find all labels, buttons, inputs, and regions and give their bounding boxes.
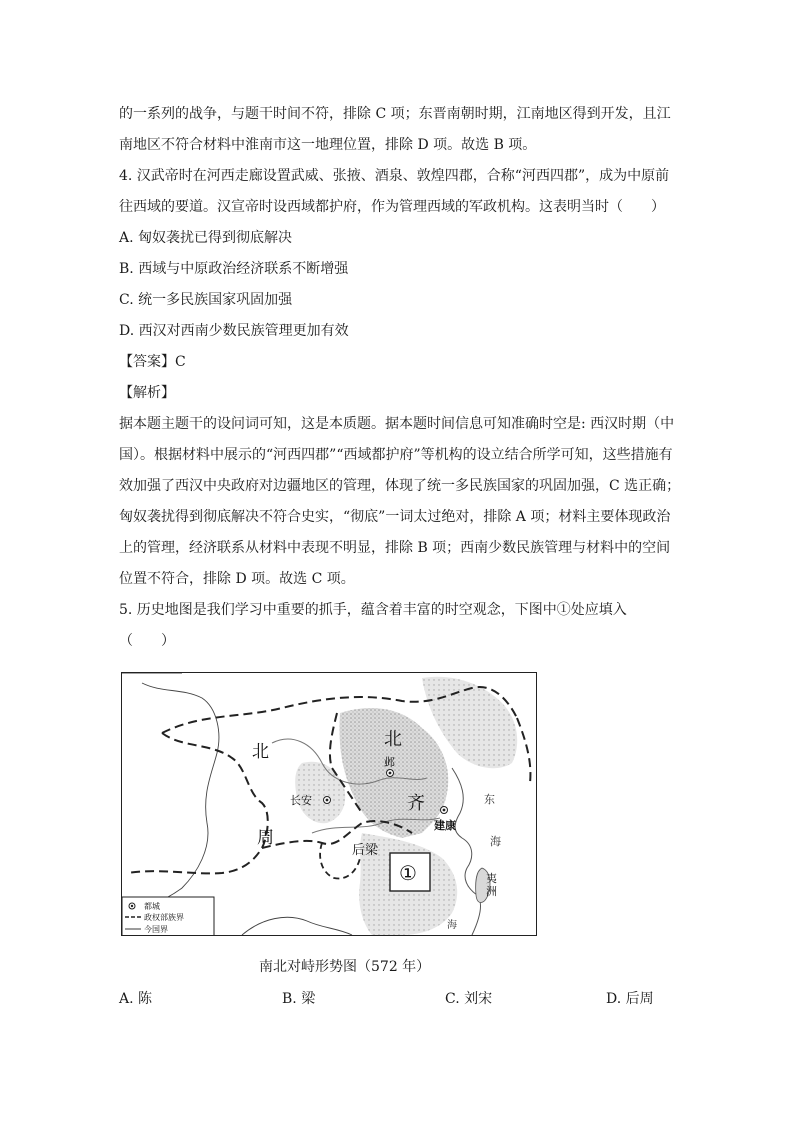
question-5-option-b: B. 梁 [282,991,316,1007]
text-line-2: 南地区不符合材料中淮南市这一地理位置，排除 D 项。故选 B 项。 [119,137,537,153]
legend-regime-border: 政权部族界 [144,913,184,922]
text-line-1: 的一系列的战争，与题干时间不符，排除 C 项；东晋南朝时期，江南地区得到开发，且江 [119,106,671,122]
question-4-option-a: A. 匈奴袭扰已得到彻底解决 [119,230,293,246]
terrain-central [295,762,345,823]
question-4-stem-1: 4. 汉武帝时在河西走廊设置武威、张掖、酒泉、敦煌四郡，合称“河西四郡”，成为中原前 [119,168,670,184]
map-drawing [122,673,537,936]
capital-jiankang [441,807,448,814]
label-ye: 邺 [384,756,395,769]
regime-border-east [517,718,530,783]
label-north-qi-2: 齐 [407,793,425,814]
question-4-stem-2: 往西域的要道。汉宣帝时设西域都护府，作为管理西域的军政机构。这表明当时（ ） [119,199,665,215]
question-5-stem: 5. 历史地图是我们学习中重要的抓手，蕴含着丰富的时空观念，下图中①处应填入 [119,602,627,618]
label-east-sea-1: 东 [484,793,495,806]
capital-changan [324,797,331,804]
label-north-zhou-2: 周 [257,828,274,848]
label-north-zhou-1: 北 [252,742,269,762]
label-north-qi-1: 北 [384,729,402,750]
historical-map [121,672,537,936]
analysis-line-2: 国）。根据材料中展示的“河西四郡”“西域都护府”等机构的设立结合所学可知，这些措施有 [119,447,673,463]
question-5-option-a: A. 陈 [119,991,153,1007]
map-caption: 南北对峙形势图（572 年） [259,959,431,975]
label-taiwan-2: 洲 [486,885,497,898]
question-4-option-b: B. 西域与中原政治经济联系不断增强 [119,261,349,277]
label-east-sea-2: 海 [490,835,501,848]
legend-modern-border: 今国界 [144,925,168,934]
analysis-line-3: 效加强了西汉中央政府对边疆地区的管理，体现了统一多民族国家的巩固加强，C 选正确； [119,478,681,494]
question-4-option-c: C. 统一多民族国家巩固加强 [119,292,293,308]
label-changan: 长安 [290,794,312,807]
question-4-option-d: D. 西汉对西南少数民族管理更加有效 [119,323,349,339]
modern-border [122,673,219,913]
legend-capital: 都城 [144,902,160,911]
analysis-line-4: 匈奴袭扰得到彻底解决不符合史实，“彻底”一词太过绝对，排除 A 项；材料主要体现政治 [119,509,671,525]
label-jiankang: 建康 [434,819,456,832]
question-5-option-c: C. 刘宋 [445,991,493,1007]
label-houliang: 后梁 [352,843,379,858]
answer-label: 【答案】C [119,354,186,370]
coastline [452,768,481,935]
capital-ye [387,770,394,777]
analysis-line-1: 据本题主题干的设问词可知，这是本质题。据本题时间信息可知准确时空是: 西汉时期（中 [119,416,675,432]
label-south-sea: 海 [447,920,457,931]
modern-border-south [242,917,352,935]
map-legend [122,897,214,936]
analysis-label: 【解析】 [119,385,175,401]
question-5-bracket: （ ） [119,633,175,649]
label-marker: ① [399,861,417,885]
question-5-option-d: D. 后周 [606,991,654,1007]
analysis-line-5: 上的管理，经济联系从材料中表现不明显，排除 B 项；西南少数民族管理与材料中的空间 [119,540,671,556]
analysis-line-6: 位置不符合，排除 D 项。故选 C 项。 [119,571,355,587]
regime-border-west [127,733,268,873]
label-taiwan-1: 夷 [486,872,497,885]
